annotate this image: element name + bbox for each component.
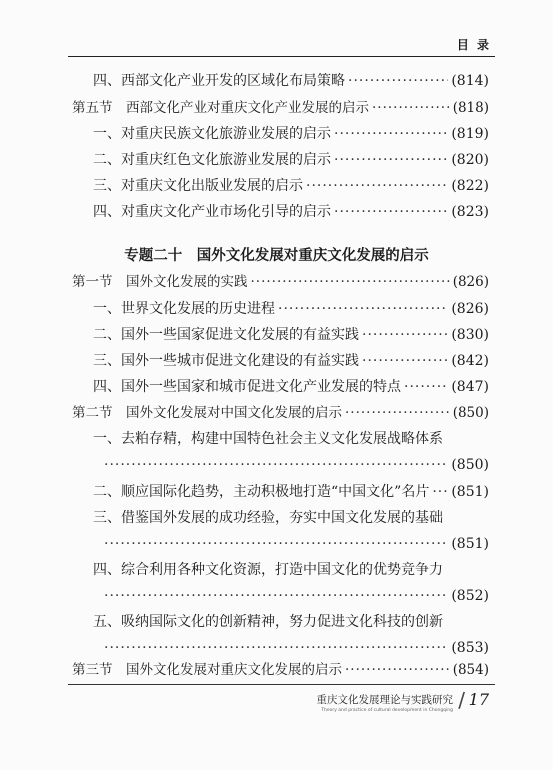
leader-dots (345, 404, 450, 422)
toc-entry[interactable]: 三、国外一些城市促进文化建设的有益实践 ····· (842) (93, 352, 489, 370)
leader-dots (348, 72, 448, 90)
leader-dots (104, 456, 448, 474)
toc-entry-continuation: ····· (852) (104, 587, 489, 605)
toc-entry[interactable]: 四、国外一些国家和城市促进文化产业发展的特点 ····· (847) (93, 378, 489, 396)
leader-dots (104, 639, 448, 657)
toc-entry[interactable]: 一、对重庆民族文化旅游业发展的启示 ····· (819) (93, 125, 489, 143)
toc-entry-continuation: ····· (853) (104, 639, 489, 657)
chapter-title[interactable]: 专题二十 国外文化发展对重庆文化发展的启示 (124, 248, 429, 264)
toc-entry-long[interactable]: 五、吸纳国际文化的创新精神，努力促进文化科技的创新 (93, 614, 443, 630)
toc-entry[interactable]: 三、对重庆文化出版业发展的启示 ····· (822) (93, 177, 489, 195)
toc-entry[interactable]: 二、对重庆红色文化旅游业发展的启示 ····· (820) (93, 151, 489, 169)
toc-entry[interactable]: 二、国外一些国家促进文化发展的有益实践 ····· (830) (93, 326, 489, 344)
leader-dots (334, 203, 448, 221)
toc-entry-continuation: ····· (851) (104, 535, 489, 553)
footer-book-title: 重庆文化发展理论与实践研究 Theory and practice of cultural development in Chongqing (316, 694, 453, 713)
leader-dots (362, 326, 448, 344)
leader-dots (334, 125, 448, 143)
toc-entry-continuation: ····· (850) (104, 456, 489, 474)
toc-entry-long[interactable]: 三、借鉴国外发展的成功经验，夯实中国文化发展的基础 (93, 510, 443, 526)
leader-dots (334, 151, 448, 169)
footer-divider-slash: / (458, 688, 465, 712)
toc-section-entry[interactable]: 第二节 国外文化发展对中国文化发展的启示 ····· (850) (72, 404, 489, 422)
toc-entry-long[interactable]: 一、去粕存精，构建中国特色社会主义文化发展战略体系 (93, 431, 443, 447)
toc-section-entry[interactable]: 第一节 国外文化发展的实践 ····· (826) (72, 273, 489, 291)
toc-entry[interactable]: 二、顺应国际化趋势，主动积极地打造“中国文化”名片 ····· (851) (93, 483, 489, 501)
leader-dots (362, 352, 448, 370)
header-rule (68, 56, 495, 57)
leader-dots (278, 300, 448, 318)
toc-entry[interactable]: 一、世界文化发展的历史进程 ····· (826) (93, 300, 489, 318)
toc-entry[interactable]: 四、对重庆文化产业市场化引导的启示 ····· (823) (93, 203, 489, 221)
toc-entry-long[interactable]: 四、综合利用各种文化资源，打造中国文化的优势竞争力 (93, 562, 443, 578)
leader-dots (251, 273, 450, 291)
leader-dots (345, 661, 450, 679)
leader-dots (104, 587, 448, 605)
toc-section-entry[interactable]: 第三节 国外文化发展对重庆文化发展的启示 ····· (854) (72, 661, 489, 679)
leader-dots (404, 378, 448, 396)
running-header: 目 录 (456, 38, 491, 52)
leader-dots (372, 99, 450, 117)
leader-dots (432, 483, 448, 501)
footer-rule (68, 684, 495, 685)
toc-section-entry[interactable]: 第五节 西部文化产业对重庆文化产业发展的启示 ····· (818) (72, 99, 489, 117)
leader-dots (306, 177, 448, 195)
toc-entry[interactable]: 四、西部文化产业开发的区域化布局策略 ····· (814) (93, 72, 489, 90)
leader-dots (104, 535, 448, 553)
page-number: 17 (468, 690, 489, 709)
